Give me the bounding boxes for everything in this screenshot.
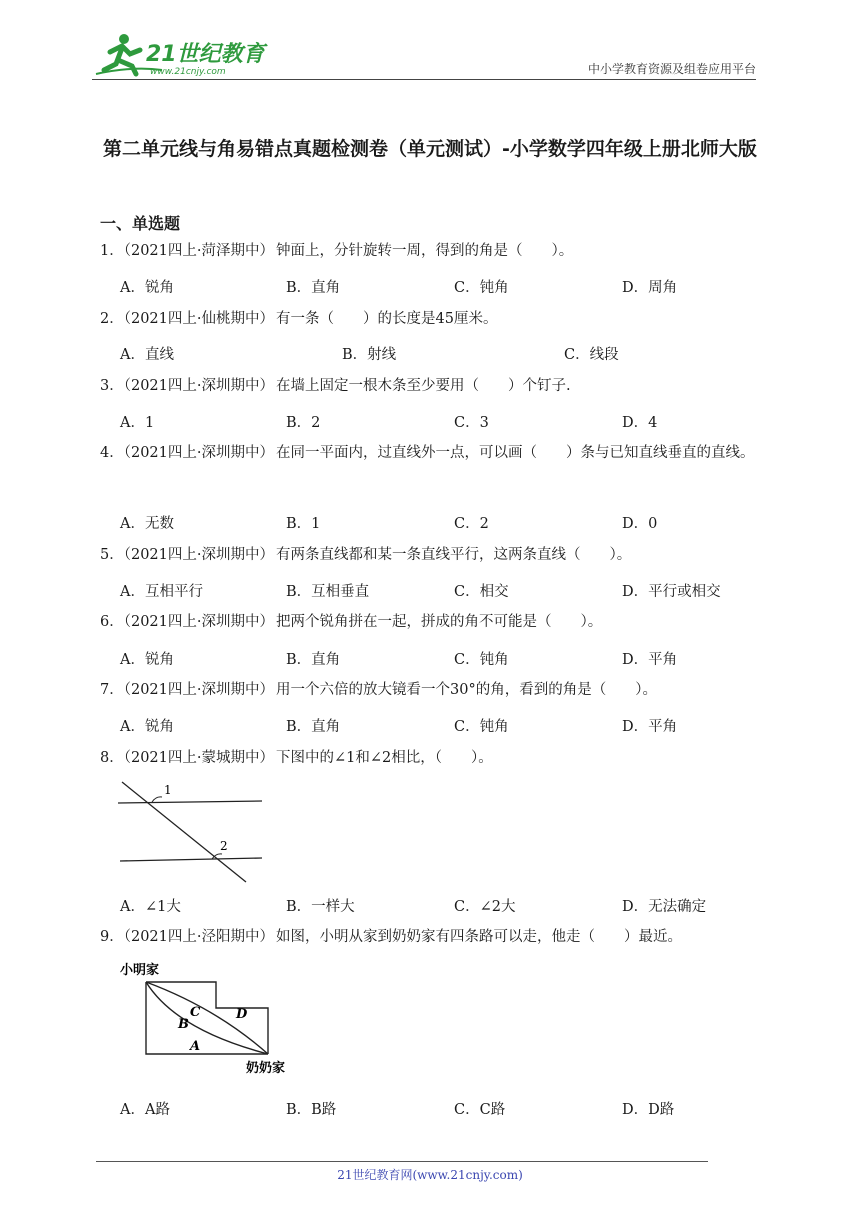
option[interactable]: C．钝角	[454, 719, 509, 735]
option[interactable]: C．钝角	[454, 652, 509, 668]
option[interactable]: C．3	[454, 415, 489, 431]
option[interactable]: D．D路	[622, 1102, 675, 1118]
option[interactable]: A．互相平行	[120, 584, 203, 600]
option[interactable]: A．直线	[120, 347, 174, 363]
option[interactable]: C．C路	[454, 1102, 506, 1118]
question-5: 5．（2021四上·深圳期中） 有两条直线都和某一条直线平行，这两条直线（ ）。	[100, 547, 632, 563]
angle-figure	[116, 780, 266, 886]
option[interactable]: B．互相垂直	[286, 584, 370, 600]
footer-link[interactable]: 21世纪教育网(www.21cnjy.com)	[337, 1168, 523, 1182]
option[interactable]: C．2	[454, 516, 489, 532]
platform-name: 中小学教育资源及组卷应用平台	[587, 62, 756, 76]
option[interactable]: A．1	[120, 415, 155, 431]
footer-divider	[96, 1161, 708, 1162]
route-figure	[116, 960, 306, 1078]
option[interactable]: C．相交	[454, 584, 509, 600]
option[interactable]: B．1	[286, 516, 321, 532]
option[interactable]: C．∠2大	[454, 899, 516, 915]
question-2-options	[120, 343, 760, 367]
option[interactable]: D．周角	[622, 280, 678, 296]
header-divider	[92, 79, 756, 80]
option[interactable]: B．直角	[286, 652, 341, 668]
option[interactable]: B．B路	[286, 1102, 337, 1118]
question-1: 1．（2021四上·菏泽期中） 钟面上，分针旋转一周，得到的角是（ ）。	[100, 243, 574, 259]
option[interactable]: D．平角	[622, 719, 678, 735]
option[interactable]: B．射线	[342, 347, 397, 363]
home-label: 小明家	[120, 963, 160, 978]
route-d-label: D	[236, 1007, 248, 1022]
question-4-options	[120, 512, 760, 536]
option[interactable]: D．无法确定	[622, 899, 707, 915]
section-heading: 一、单选题	[100, 214, 181, 233]
option[interactable]: A．锐角	[120, 280, 174, 296]
option[interactable]: C．钝角	[454, 280, 509, 296]
question-3-options	[120, 411, 760, 435]
question-6: 6．（2021四上·深圳期中） 把两个锐角拼在一起，拼成的角不可能是（ ）。	[100, 614, 603, 630]
question-3: 3．（2021四上·深圳期中） 在墙上固定一根木条至少要用（ ）个钉子.	[100, 378, 571, 394]
question-5-options	[120, 580, 760, 604]
question-9: 9．（2021四上·泾阳期中） 如图，小明从家到奶奶家有四条路可以走，他走（ ）最近。	[100, 929, 682, 945]
option[interactable]: C．线段	[564, 347, 619, 363]
question-1-options	[120, 276, 760, 300]
route-a-label: A	[190, 1039, 201, 1054]
question-2: 2．（2021四上·仙桃期中） 有一条（ ）的长度是45厘米。	[100, 311, 498, 327]
question-4: 4．（2021四上·深圳期中） 在同一平面内，过直线外一点，可以画（ ）条与已知直线垂直的直线。	[100, 445, 755, 461]
route-b-label: B	[178, 1017, 189, 1032]
option[interactable]: A．锐角	[120, 652, 174, 668]
option[interactable]: B．一样大	[286, 899, 355, 915]
question-9-options	[120, 1098, 760, 1122]
option[interactable]: B．2	[286, 415, 321, 431]
question-7: 7．（2021四上·深圳期中） 用一个六倍的放大镜看一个30°的角，看到的角是（ ）。	[100, 682, 657, 698]
question-6-options	[120, 648, 760, 672]
question-8-options	[120, 895, 760, 919]
option[interactable]: A．∠1大	[120, 899, 181, 915]
option[interactable]: A．锐角	[120, 719, 174, 735]
option[interactable]: A．A路	[120, 1102, 170, 1118]
option[interactable]: D．平角	[622, 652, 678, 668]
option[interactable]: D．0	[622, 516, 658, 532]
angle-2-label: 2	[220, 839, 228, 853]
option[interactable]: A．无数	[120, 516, 174, 532]
grandma-home-label: 奶奶家	[246, 1061, 286, 1076]
logo-main-text: 21世纪教育	[146, 42, 265, 67]
question-8: 8．（2021四上·蒙城期中） 下图中的∠1和∠2相比，（ ）。	[100, 750, 493, 766]
site-logo	[92, 30, 292, 80]
logo-sub-text: www.21cnjy.com	[150, 67, 226, 77]
question-7-options	[120, 715, 760, 739]
page-title: 第二单元线与角易错点真题检测卷（单元测试）-小学数学四年级上册北师大版	[103, 138, 757, 160]
angle-1-label: 1	[164, 783, 172, 797]
route-c-label: C	[190, 1005, 201, 1020]
option[interactable]: B．直角	[286, 280, 341, 296]
option[interactable]: D．4	[622, 415, 658, 431]
option[interactable]: D．平行或相交	[622, 584, 721, 600]
option[interactable]: B．直角	[286, 719, 341, 735]
